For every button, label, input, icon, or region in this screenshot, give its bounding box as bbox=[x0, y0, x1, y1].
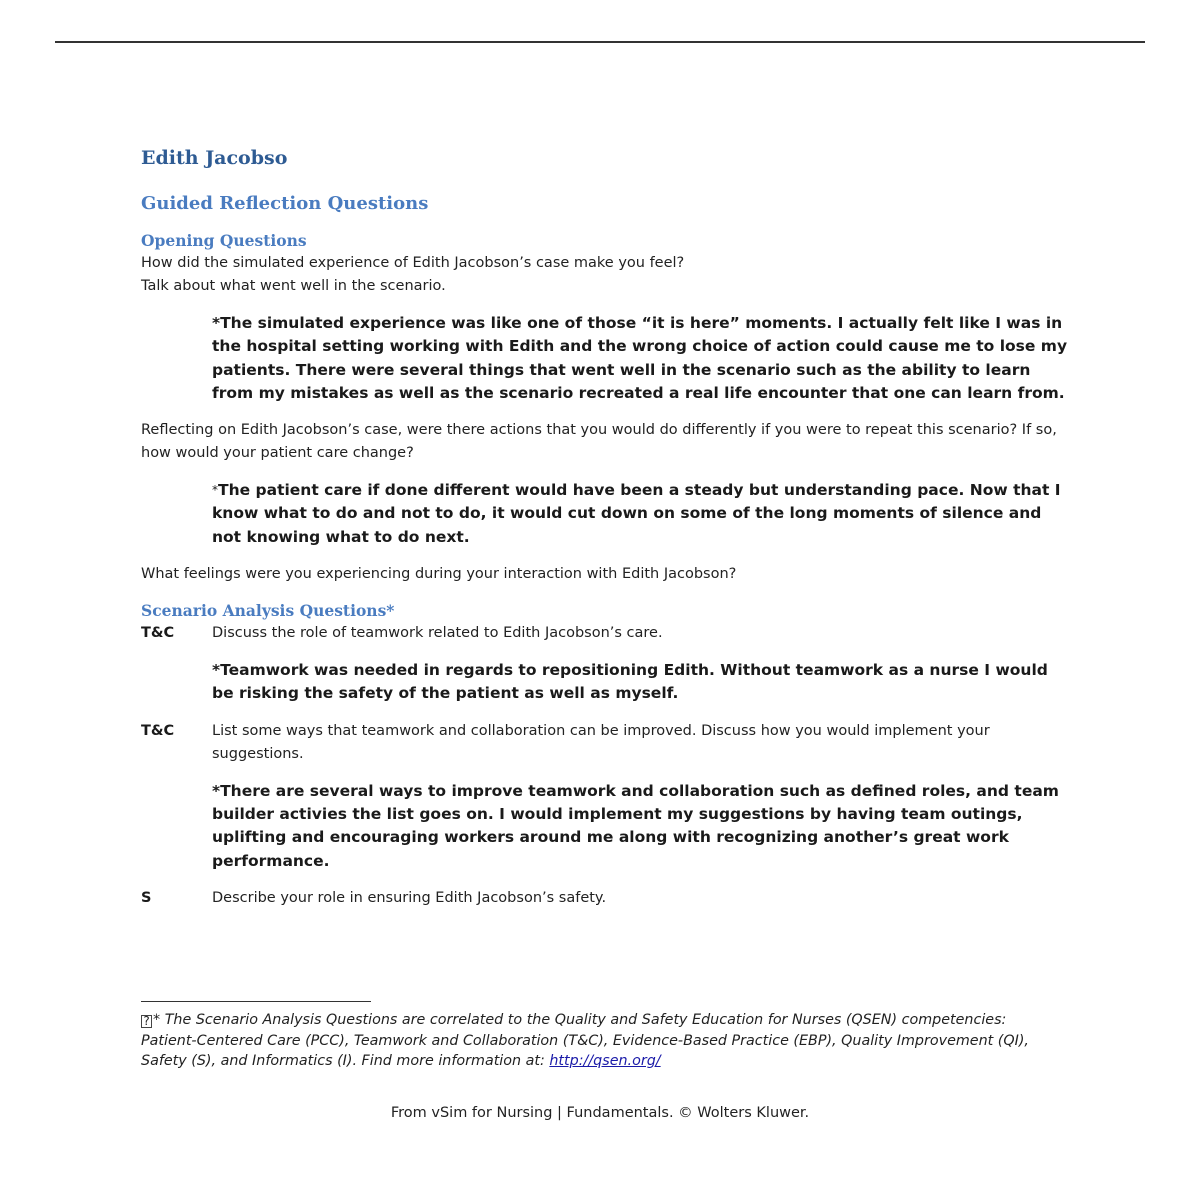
analysis-answer: *There are several ways to improve teamwork and collaboration such as defined roles, and team builder activies the list goes on. I would implement my suggestions by having team outings, uplifting and encouraging workers around me along with recognizing another’s great work performance. bbox=[212, 781, 1059, 870]
footnote bbox=[141, 1010, 1061, 1072]
opening-answer-2 bbox=[212, 479, 1072, 549]
analysis-question-row bbox=[141, 887, 1071, 910]
analysis-question: List some ways that teamwork and collaboration can be improved. Discuss how you would implement your suggestions. bbox=[212, 722, 990, 762]
analysis-question: Discuss the role of teamwork related to Edith Jacobson’s care. bbox=[212, 625, 663, 642]
opening-question-4: What feelings were you experiencing during your interaction with Edith Jacobson? bbox=[141, 566, 737, 583]
footnote-text: * The Scenario Analysis Questions are correlated to the Quality and Safety Education for Nurses (QSEN) competencies: Patient-Centered Care (PCC), Teamwork and Collaboration (T&C), Evidence-Based Practice (EBP), Quality Improvement (QI), Safety (S), and Informatics (I). Find more information at: bbox=[141, 1012, 1029, 1069]
answer-mark: * bbox=[212, 483, 218, 498]
analysis-question: Describe your role in ensuring Edith Jacobson’s safety. bbox=[212, 889, 607, 906]
opening-questions-heading: Opening Questions bbox=[141, 231, 307, 250]
answer-text: The patient care if done different would have been a steady but understanding pace. Now that I know what to do and not to do, it would cut down on some of the long moments of silence and not knowing what to do next. bbox=[212, 481, 1061, 546]
analysis-question-row bbox=[141, 720, 1071, 766]
document-subtitle: Guided Reflection Questions bbox=[141, 193, 429, 214]
opening-question-3: Reflecting on Edith Jacobson’s case, were there actions that you would do differently if you were to repeat this scenario? If so, how would your patient care change? bbox=[141, 422, 1057, 462]
footnote-separator bbox=[141, 1001, 371, 1002]
analysis-answer: *Teamwork was needed in regards to repositioning Edith. Without teamwork as a nurse I would be risking the safety of the patient as well as myself. bbox=[212, 661, 1048, 703]
qsen-link[interactable]: http://qsen.org/ bbox=[549, 1053, 661, 1069]
document-body bbox=[141, 144, 1071, 910]
opening-answer-1: *The simulated experience was like one of those “it is here” moments. I actually felt like I was in the hospital setting working with Edith and the wrong choice of action could cause me to lose my patients. There were several things that went well in the scenario such as the ability to learn from my mistakes as well as the scenario recreated a real life encounter that one can learn from. bbox=[212, 314, 1068, 402]
qsen-tag: T&C bbox=[141, 722, 175, 739]
qsen-tag: T&C bbox=[141, 625, 175, 642]
qsen-tag: S bbox=[141, 889, 152, 906]
scenario-analysis-heading: Scenario Analysis Questions* bbox=[141, 601, 395, 621]
document-title: Edith Jacobso bbox=[141, 147, 288, 169]
page-footer: From vSim for Nursing | Fundamentals. © Wolters Kluwer. bbox=[390, 1105, 810, 1121]
opening-question-1: How did the simulated experience of Edith Jacobson’s case make you feel? bbox=[141, 255, 685, 271]
header-rule bbox=[55, 41, 1145, 43]
opening-question-2: Talk about what went well in the scenario. bbox=[141, 278, 446, 294]
analysis-question-row bbox=[141, 622, 1071, 645]
footnote-marker: ? bbox=[141, 1015, 152, 1028]
